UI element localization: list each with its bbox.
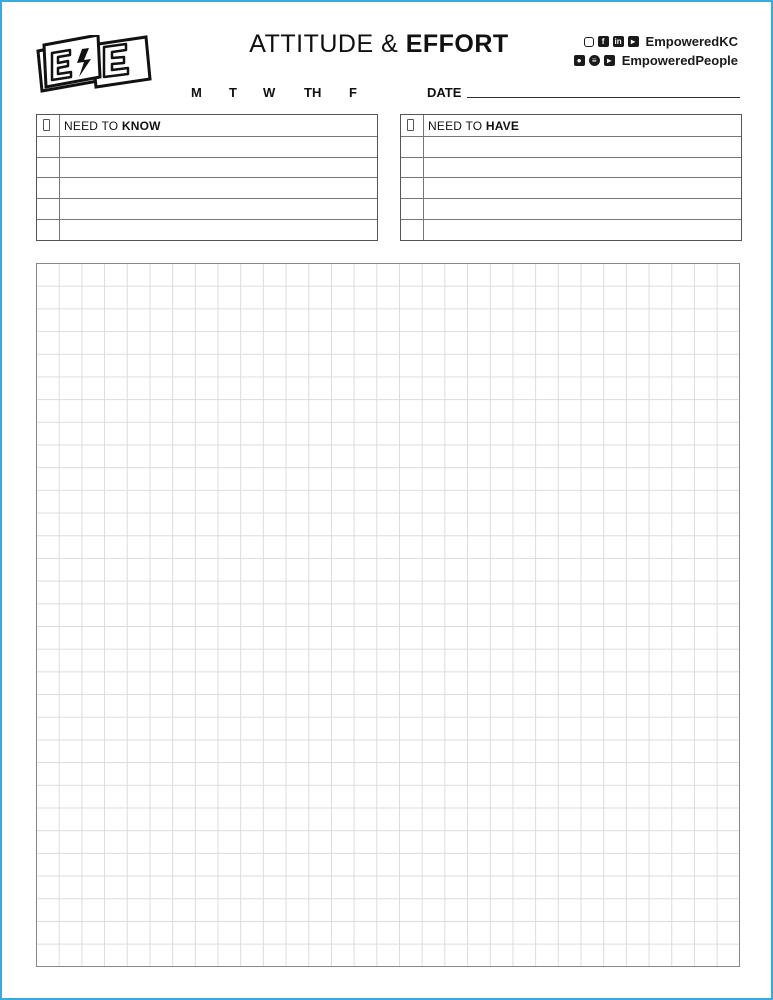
day-thursday[interactable]: TH	[304, 85, 322, 100]
spotify-icon: ≡	[589, 55, 600, 66]
checkbox-cell[interactable]	[37, 199, 60, 219]
linkedin-icon: in	[614, 37, 622, 46]
day-tuesday[interactable]: T	[229, 85, 237, 100]
checkbox-cell[interactable]	[37, 137, 60, 157]
list-title: NEED TO KNOW	[64, 119, 161, 133]
list-item[interactable]	[401, 136, 741, 157]
list-item[interactable]	[37, 177, 377, 198]
list-item[interactable]	[37, 198, 377, 219]
instagram-icon	[584, 37, 594, 47]
need-to-have-list	[400, 114, 742, 241]
date-field[interactable]	[467, 97, 740, 98]
checkbox-icon	[407, 119, 414, 131]
social-handle-people: EmpoweredPeople	[621, 53, 738, 68]
empowered-logo	[34, 35, 154, 95]
list-item[interactable]	[37, 157, 377, 178]
youtube-icon: ▸	[604, 55, 615, 66]
page-title: ATTITUDE & EFFORT	[249, 30, 509, 58]
need-to-know-list	[36, 114, 378, 241]
list-item[interactable]	[401, 219, 741, 240]
list-item[interactable]	[401, 177, 741, 198]
list-item[interactable]	[401, 157, 741, 178]
checkbox-cell[interactable]	[37, 178, 60, 198]
date-label: DATE	[427, 85, 462, 100]
graph-paper-area[interactable]	[36, 263, 740, 967]
list-title: NEED TO HAVE	[428, 119, 520, 133]
checkbox-cell[interactable]	[37, 158, 60, 178]
list-item[interactable]	[37, 219, 377, 240]
list-header	[37, 115, 377, 136]
facebook-icon: f	[598, 36, 609, 47]
day-wednesday[interactable]: W	[263, 85, 276, 100]
list-header	[401, 115, 741, 136]
day-friday[interactable]: F	[349, 85, 357, 100]
checkbox-cell[interactable]	[401, 220, 424, 240]
list-item[interactable]	[401, 198, 741, 219]
youtube-icon: ▸	[628, 36, 639, 47]
checkbox-cell[interactable]	[401, 137, 424, 157]
social-handle-kc: EmpoweredKC	[645, 34, 738, 49]
checkbox-cell	[401, 115, 424, 136]
social-links	[538, 33, 738, 71]
checkbox-cell[interactable]	[37, 220, 60, 240]
checkbox-cell	[37, 115, 60, 136]
checkbox-cell[interactable]	[401, 199, 424, 219]
checkbox-icon	[43, 119, 50, 131]
checkbox-cell[interactable]	[401, 178, 424, 198]
checkbox-cell[interactable]	[401, 158, 424, 178]
podcast-icon: ●	[574, 55, 585, 66]
day-monday[interactable]: M	[191, 85, 202, 100]
social-row-2	[538, 52, 738, 69]
social-row-1	[538, 33, 738, 50]
list-item[interactable]	[37, 136, 377, 157]
